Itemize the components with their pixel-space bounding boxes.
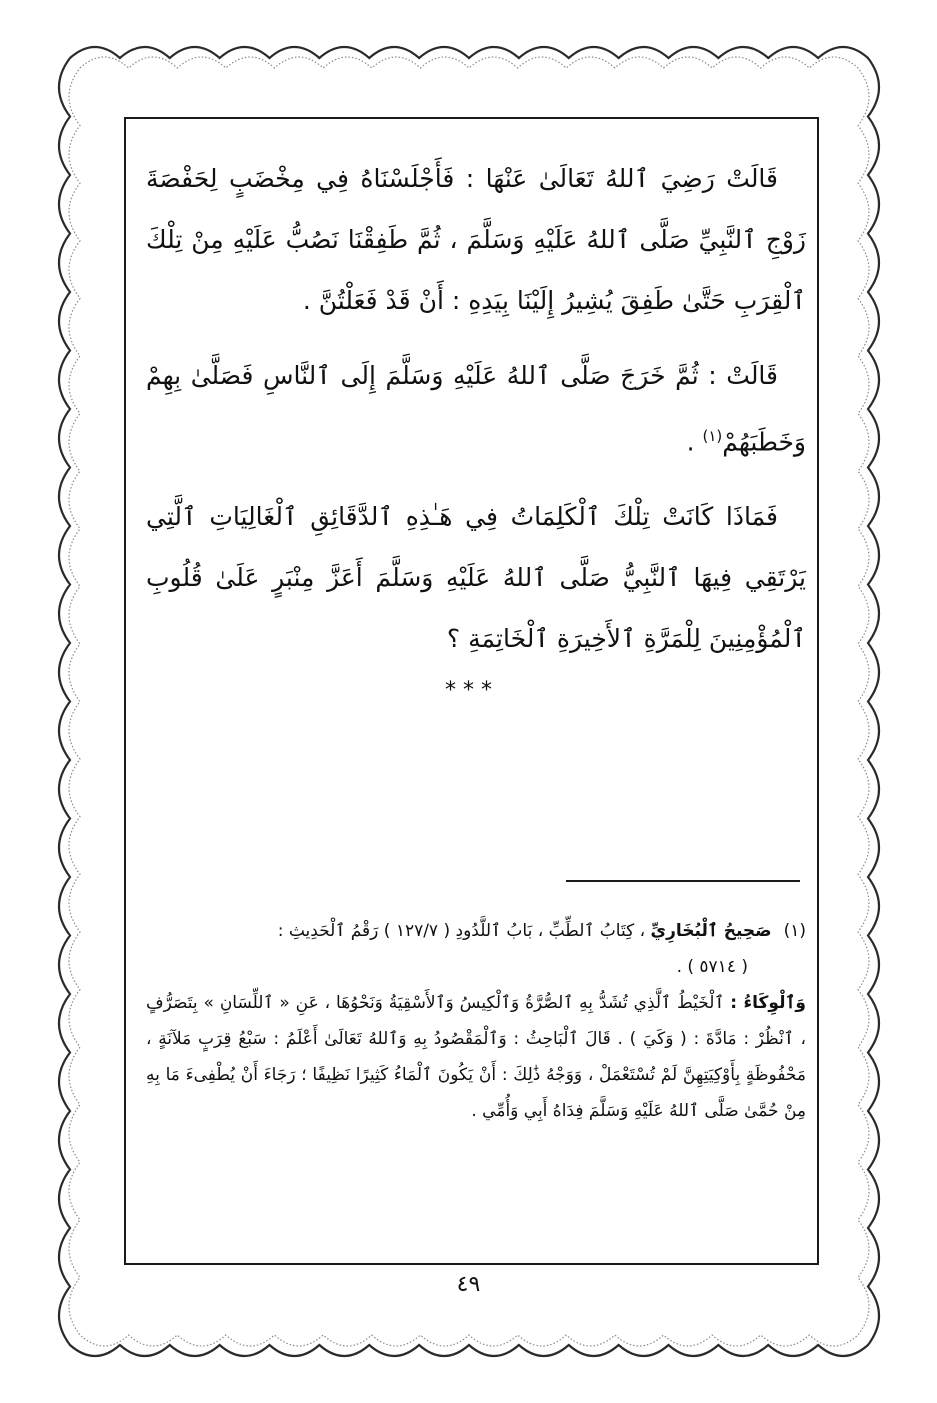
gloss-text: ٱلْخَيْطُ ٱلَّذِي تُشَدُّ بِهِ ٱلصُّرَّةُ وَٱلْكِيسُ وَٱلأَسْقِيَةُ وَنَحْوُهَا ، عَنِ « ٱللِّسَانِ » بِتَصَرُّفٍ ، ٱنْظُرْ : مَادَّةَ : ( وَكَيَ ) . قَالَ ٱلْبَاحِثُ : وَٱلْمَقْصُودُ بِهِ وَٱللهُ تَعَالَىٰ أَعْلَمُ : سَبْعُ قِرَبٍ مَلآنَةٍ ، مَحْفُوظَةٍ بِأَوْكِيَتِهِنَّ لَمْ تُسْتَعْمَلْ ، وَوَجْهُ ذَٰلِكَ : أَنْ يَكُونَ ٱلْمَاءُ كَثِيرًا نَظِيفًا ؛ رَجَاءَ أَنْ يُطْفِىءَ مَا بِهِ مِنْ حُمَّىٰ صَلَّى ٱللهُ عَلَيْهِ وَسَلَّمَ فِدَاهُ أَبِي وَأُمِّي . [146, 993, 806, 1121]
footnote-1 [146, 913, 806, 949]
footnote-number: (١) [783, 921, 806, 941]
footnote-1-line-2 [146, 949, 806, 985]
hadith-number: ( ٥٧١٤ ) . [676, 957, 748, 977]
footnote-divider [566, 880, 800, 882]
star-separator-text: * * * [445, 678, 492, 703]
page-number: ٤٩ [456, 1272, 481, 1297]
footnote-citation: ، كِتَابُ ٱلطِّبِّ ، بَابُ ٱللَّدُودِ ( ١٢٧/٧ ) رَقْمُ ٱلْحَدِيثِ : [277, 921, 651, 941]
paragraph-3-text: فَمَاذَا كَانَتْ تِلْكَ ٱلْكَلِمَاتُ فِي هَـٰذِهِ ٱلدَّقَائِقِ ٱلْغَالِيَاتِ ٱلَّتِي يَرْتَقِي فِيهَا ٱلنَّبِيُّ صَلَّى ٱللهُ عَلَيْهِ وَسَلَّمَ أَعَزَّ مِنْبَرٍ عَلَىٰ قُلُوبِ ٱلْمُؤْمِنِينَ لِلْمَرَّةِ ٱلأَخِيرَةِ ٱلْخَاتِمَةِ ؟ [146, 502, 806, 654]
paragraph-1-text: قَالَتْ رَضِيَ ٱللهُ تَعَالَىٰ عَنْهَا : فَأَجْلَسْنَاهُ فِي مِخْضَبٍ لِحَفْصَةَ زَوْجِ ٱلنَّبِيِّ صَلَّى ٱللهُ عَلَيْهِ وَسَلَّمَ ، ثُمَّ طَفِقْنَا نَصُبُّ عَلَيْهِ مِنْ تِلْكَ ٱلْقِرَبِ حَتَّىٰ طَفِقَ يُشِيرُ إِلَيْنَا بِيَدِهِ : أَنْ قَدْ فَعَلْتُنَّ . [146, 164, 806, 315]
footnote-gloss [146, 985, 806, 1129]
paragraph-2-text: قَالَتْ : ثُمَّ خَرَجَ صَلَّى ٱللهُ عَلَيْهِ وَسَلَّمَ إِلَى ٱلنَّاسِ فَصَلَّىٰ بِهِمْ وَخَطَبَهُمْ [146, 361, 806, 457]
gloss-term: وَٱلْوِكَاءُ : [730, 993, 807, 1013]
paragraph-2 [146, 345, 806, 472]
paragraph-1 [146, 148, 806, 331]
paragraph-2-end: . [686, 427, 703, 457]
paragraph-3 [146, 486, 806, 669]
footnote-reference[interactable]: (١) [702, 427, 723, 445]
main-text [146, 148, 806, 669]
footnotes [146, 913, 806, 1129]
footnote-source-title: صَحِيحُ ٱلْبُخَارِيِّ [650, 921, 772, 941]
section-separator [0, 678, 937, 703]
